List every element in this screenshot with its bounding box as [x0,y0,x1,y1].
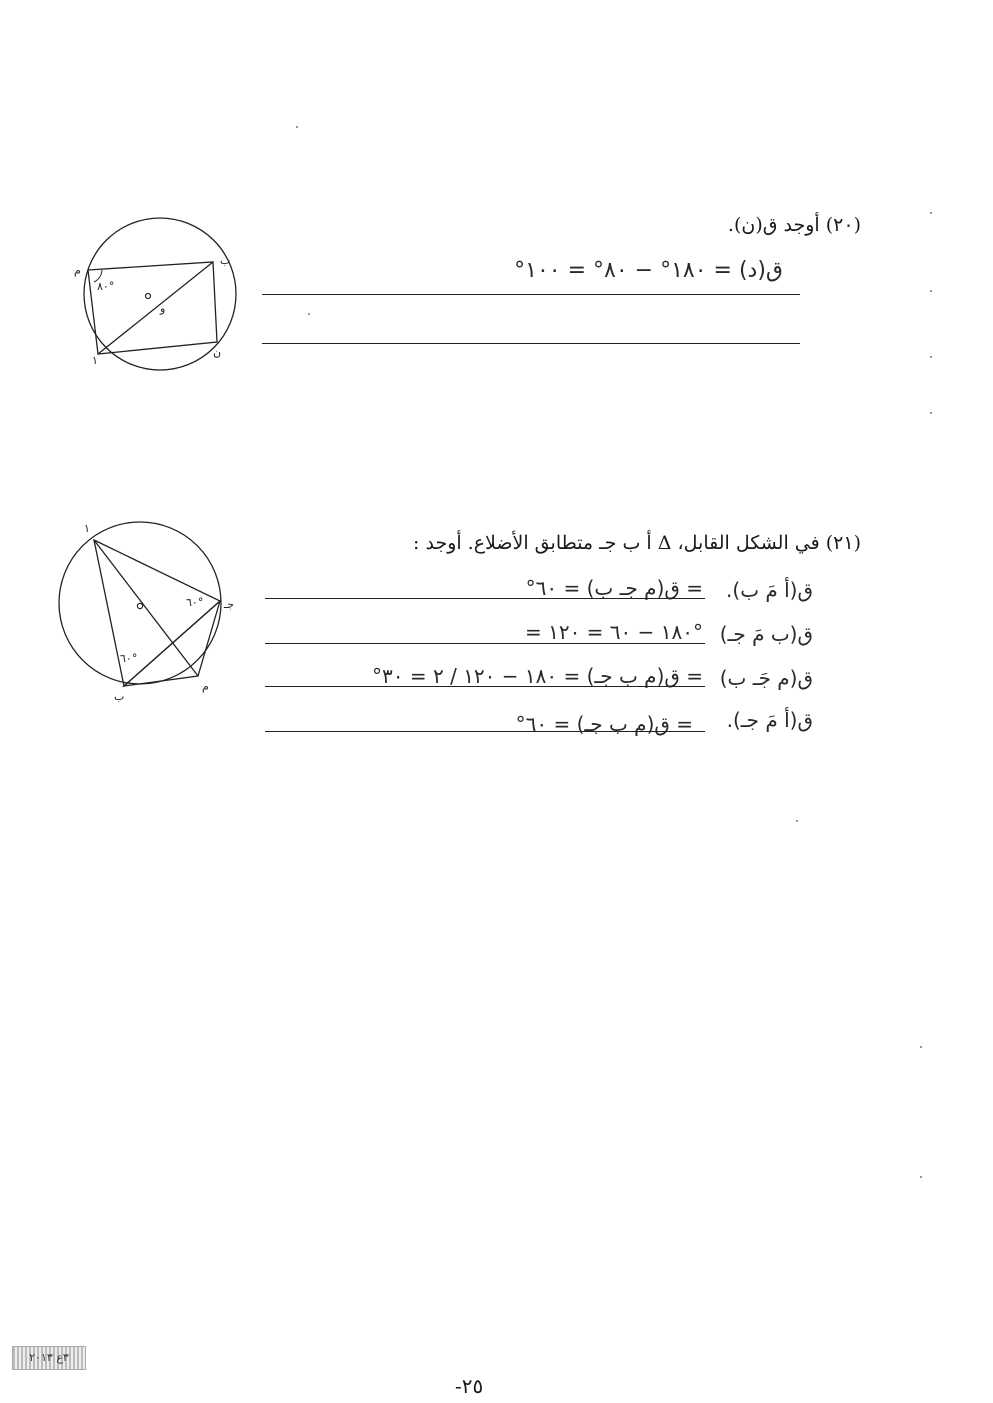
speck [296,126,298,128]
question-20-heading: (٢٠) أوجد ق(ن). [727,214,861,236]
answer-line [265,731,705,732]
speck [930,412,932,414]
angle-label: ٨٠° [97,280,115,293]
answer-line [265,643,705,644]
question-21-heading: (٢١) في الشكل القابل، Δ أ ب جـ متطابق الأضلاع. أوجد : [413,532,861,554]
answer-work: = ق(م ب جـ) = ١٨٠ − ١٢٠ / ٢ = ٣٠° [372,664,703,688]
answer-work: = ق(م جـ ب) = ٦٠° [525,576,703,600]
diagonal [98,262,213,354]
vertex-label: ١ [84,522,90,535]
vertex-label: جـ [224,598,235,611]
stamp: ٣ع ٢٠١٣ [12,1346,86,1370]
center-label: و [160,302,166,315]
center-point [146,294,151,299]
question-20-answer: ق(د) = ١٨٠° − ٨٠° = ١٠٠° [514,258,783,283]
answer-line [265,686,705,687]
vertex-label: ب [114,690,125,703]
speck [920,1046,922,1048]
page-number: -٢٥ [455,1374,484,1398]
question-21-figure [52,516,242,706]
answer-line [265,598,705,599]
answer-line [262,294,800,295]
quadrilateral [88,262,217,354]
vertex-label: ن [213,346,222,359]
answer-work: = ١٨٠ − ٦٠ = ١٢٠° [524,620,703,644]
answer-work: = ق(م ب جـ) = ٦٠° [515,712,693,736]
vertex-label: م [74,264,81,277]
vertex-label: ب [220,254,231,267]
speck [920,1176,922,1178]
answer-prompt: ق(أ مَ جـ). [726,708,813,732]
speck [308,313,310,315]
inner-quad [124,601,220,686]
vertex-label: م [202,680,209,693]
angle-label: ٦٠° [186,596,204,609]
vertex-label: ١ [92,354,98,367]
angle-label: ٦٠° [120,652,138,665]
answer-line [262,343,800,344]
answer-prompt: ق(م جَـ ب) [719,666,813,690]
answer-prompt: ق(ب مَ جـ) [719,622,813,646]
question-20-figure [70,214,260,374]
speck [930,356,932,358]
center-point [137,603,142,608]
speck [930,212,932,214]
speck [796,820,798,822]
answer-prompt: ق(أ مَ ب). [726,578,813,602]
segment [94,540,198,676]
speck [930,290,932,292]
